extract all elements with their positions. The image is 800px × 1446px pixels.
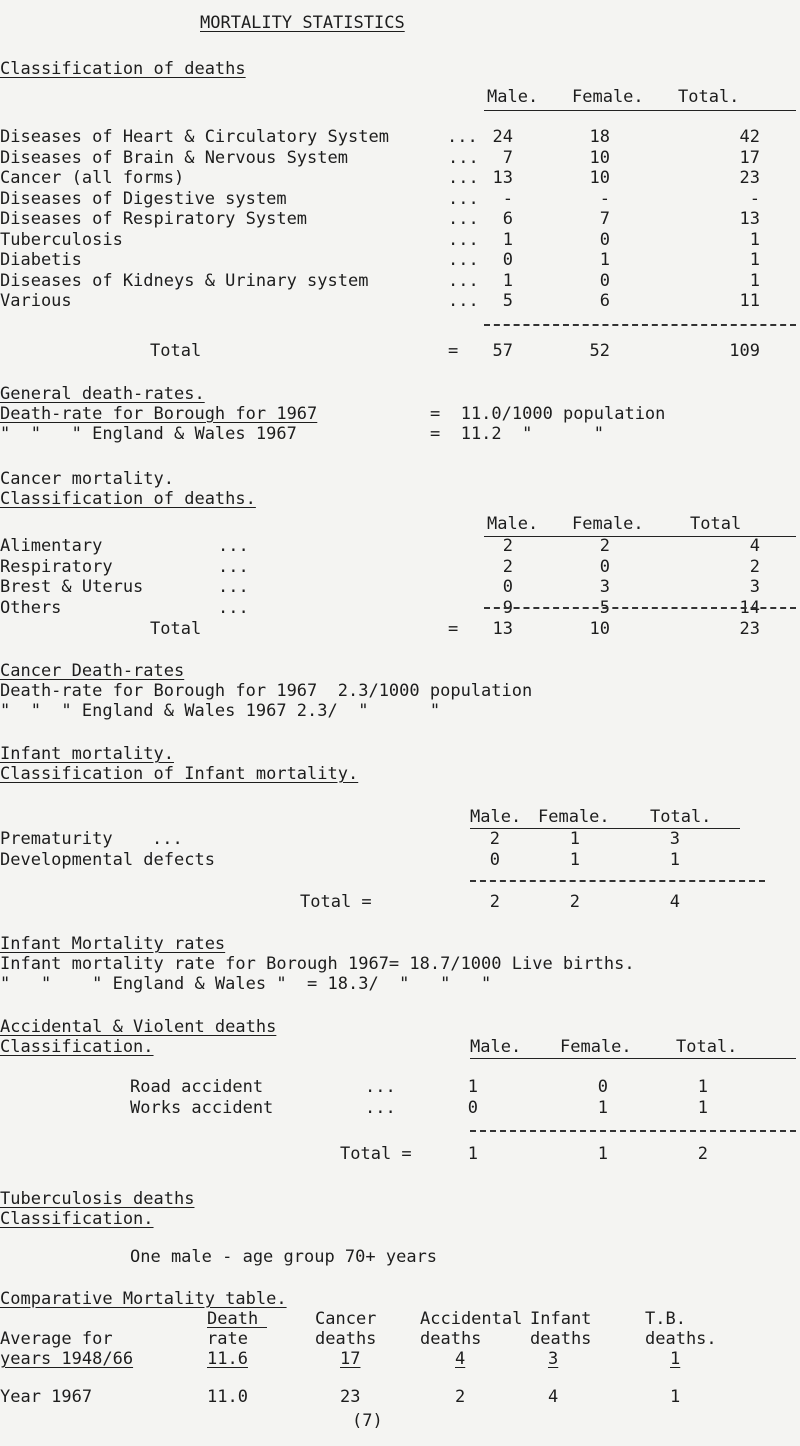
cancer-header-male: Male. — [487, 514, 539, 534]
infant-rates-heading: Infant Mortality rates — [0, 934, 226, 954]
row-dots: ... — [448, 230, 479, 250]
row-total: 17 — [739, 148, 760, 168]
comparative-col-subheader: deaths. — [645, 1329, 717, 1349]
row-total: 1 — [749, 250, 760, 270]
row-female: 1 — [599, 250, 610, 270]
infant-rate-borough: Infant mortality rate for Borough 1967= 18.7/1000 Live births. — [0, 954, 635, 974]
infant-header-female: Female. — [538, 807, 610, 827]
comparative-years-label: years 1948/66 — [0, 1349, 134, 1369]
comparative-col-header: Infant — [530, 1309, 592, 1329]
row-female: 10 — [589, 148, 610, 168]
row-male: 1 — [502, 271, 513, 291]
cancer-total-female: 10 — [589, 619, 610, 639]
cancer-row-total: 2 — [749, 557, 760, 577]
infant-row-female: 1 — [569, 829, 580, 849]
comparative-year-value: 11.0 — [207, 1387, 248, 1407]
comparative-year-value: 2 — [455, 1387, 466, 1407]
comparative-average-value: 11.6 — [207, 1349, 248, 1369]
cancer-row-male: 9 — [502, 598, 513, 618]
row-male: 1 — [502, 230, 513, 250]
comparative-average-value: 1 — [670, 1349, 681, 1369]
row-female: 10 — [589, 168, 610, 188]
infant-row-male: 0 — [489, 850, 500, 870]
row-male: 13 — [492, 168, 513, 188]
row-male: 5 — [502, 291, 513, 311]
comparative-average-value: 3 — [548, 1349, 559, 1369]
cancer-row-female: 0 — [599, 557, 610, 577]
cancer-rate-england: " " " England & Wales 1967 2.3/ " " — [0, 701, 441, 721]
infant-dash-rule — [470, 880, 765, 882]
cancer-row-dots: ... — [218, 577, 249, 597]
infant-total-label: Total = — [300, 892, 372, 912]
comparative-year-value: 1 — [670, 1387, 681, 1407]
cancer-total-label: Total — [150, 619, 202, 639]
accidental-total-label: Total = — [340, 1144, 412, 1164]
row-total: - — [749, 189, 760, 209]
accidental-row-dots: ... — [365, 1098, 396, 1118]
general-rates-heading: General death-rates. — [0, 384, 205, 404]
row-label: Diseases of Heart & Circulatory System — [0, 127, 389, 147]
cancer-row-label: Brest & Uterus — [0, 577, 144, 597]
infant-row-female: 1 — [569, 850, 580, 870]
row-female: 6 — [599, 291, 610, 311]
comparative-col-header: T.B. — [645, 1309, 686, 1329]
comparative-average-value: 4 — [455, 1349, 466, 1369]
cancer-row-label: Others — [0, 598, 62, 618]
cancer-total-total: 23 — [739, 619, 760, 639]
accidental-row-female: 1 — [597, 1098, 608, 1118]
cancer-header-female: Female. — [572, 514, 644, 534]
infant-total-female: 2 — [569, 892, 580, 912]
comparative-average-value: 17 — [340, 1349, 361, 1369]
row-dots: ... — [447, 127, 478, 147]
infant-row-total: 1 — [669, 850, 680, 870]
general-rate-england-label: " " " England & Wales 1967 — [0, 424, 297, 444]
cancer-total-male: 13 — [492, 619, 513, 639]
accidental-row-label: Works accident — [130, 1098, 274, 1118]
row-total: 13 — [739, 209, 760, 229]
row-dots: ... — [448, 189, 479, 209]
tb-note: One male - age group 70+ years — [130, 1247, 438, 1267]
row-dots: ... — [448, 209, 479, 229]
accidental-row-total: 1 — [697, 1098, 708, 1118]
row-label: Tuberculosis — [0, 230, 123, 250]
row-dots: ... — [448, 291, 479, 311]
comparative-year-value: 23 — [340, 1387, 361, 1407]
comparative-heading: Comparative Mortality table. — [0, 1289, 287, 1309]
row-dots: ... — [448, 250, 479, 270]
comparative-col-header: Cancer — [315, 1309, 377, 1329]
row-total: 1 — [749, 271, 760, 291]
row-label: Diseases of Kidneys & Urinary system — [0, 271, 369, 291]
page-number: (7) — [352, 1411, 383, 1431]
cancer-total-eq: = — [448, 619, 459, 639]
cancer-row-total: 14 — [739, 598, 760, 618]
row-label: Diseases of Respiratory System — [0, 209, 308, 229]
accidental-row-male: 0 — [467, 1098, 478, 1118]
general-rate-borough-value: = 11.0/1000 population — [430, 404, 666, 424]
cancer-row-female: 5 — [599, 598, 610, 618]
cancer-rate-borough: Death-rate for Borough for 1967 2.3/1000 population — [0, 681, 533, 701]
cancer-dash-rule — [484, 607, 796, 609]
row-label: Cancer (all forms) — [0, 168, 185, 188]
header-total: Total. — [678, 87, 740, 107]
accidental-row-dots: ... — [365, 1077, 396, 1097]
row-female: 18 — [589, 127, 610, 147]
row-male: 0 — [502, 250, 513, 270]
infant-total-male: 2 — [489, 892, 500, 912]
infant-row-dots: ... — [152, 829, 183, 849]
accidental-row-female: 0 — [597, 1077, 608, 1097]
header-rule — [484, 110, 796, 111]
infant-rate-england: " " " England & Wales " = 18.3/ " " " — [0, 974, 492, 994]
general-rate-borough-label: Death-rate for Borough for 1967 — [0, 404, 318, 424]
total-eq: = — [448, 341, 459, 361]
row-dots: ... — [448, 148, 479, 168]
row-male: 24 — [492, 127, 513, 147]
infant-total-total: 4 — [669, 892, 680, 912]
cancer-row-dots: ... — [218, 598, 249, 618]
header-male: Male. — [487, 87, 539, 107]
row-female: - — [599, 189, 610, 209]
row-label: Various — [0, 291, 72, 311]
comparative-col-subheader: deaths — [530, 1329, 592, 1349]
row-dots: ... — [448, 168, 479, 188]
accidental-row-label: Road accident — [130, 1077, 264, 1097]
row-label: Diseases of Digestive system — [0, 189, 287, 209]
row-male: 7 — [502, 148, 513, 168]
cancer-rates-heading: Cancer Death-rates — [0, 661, 185, 681]
infant-subheading: Classification of Infant mortality. — [0, 764, 359, 784]
cancer-row-label: Respiratory — [0, 557, 113, 577]
general-rate-england-value: = 11.2 " " — [430, 424, 604, 444]
accidental-total-male: 1 — [467, 1144, 478, 1164]
accidental-total-total: 2 — [697, 1144, 708, 1164]
total-female: 52 — [589, 341, 610, 361]
row-female: 0 — [599, 271, 610, 291]
row-total: 11 — [739, 291, 760, 311]
cancer-row-total: 3 — [749, 577, 760, 597]
cancer-row-female: 3 — [599, 577, 610, 597]
infant-row-total: 3 — [669, 829, 680, 849]
accidental-dash-rule — [470, 1130, 796, 1132]
total-dash-rule — [484, 324, 796, 326]
row-total: 1 — [749, 230, 760, 250]
accidental-header-rule — [470, 1058, 796, 1059]
accidental-header-male: Male. — [470, 1037, 522, 1057]
cancer-row-dots: ... — [218, 557, 249, 577]
accidental-row-total: 1 — [697, 1077, 708, 1097]
row-label: Diabetis — [0, 250, 82, 270]
cancer-row-male: 2 — [502, 536, 513, 556]
accidental-header-total: Total. — [676, 1037, 738, 1057]
tb-subheading: Classification. — [0, 1209, 154, 1229]
cancer-row-male: 2 — [502, 557, 513, 577]
row-male: 6 — [502, 209, 513, 229]
row-dots: ... — [448, 271, 479, 291]
cancer-row-total: 4 — [749, 536, 760, 556]
tb-heading: Tuberculosis deaths — [0, 1189, 195, 1209]
infant-row-male: 2 — [489, 829, 500, 849]
infant-row-label: Prematurity — [0, 829, 113, 849]
cancer-heading: Cancer mortality. — [0, 469, 174, 489]
comparative-year-value: 4 — [548, 1387, 559, 1407]
row-total: 42 — [739, 127, 760, 147]
comparative-average-label: Average for — [0, 1329, 113, 1349]
total-male: 57 — [492, 341, 513, 361]
infant-header-rule — [470, 828, 740, 829]
cancer-row-dots: ... — [218, 536, 249, 556]
infant-header-total: Total. — [650, 807, 712, 827]
row-male: - — [502, 189, 513, 209]
infant-header-male: Male. — [470, 807, 522, 827]
row-label: Diseases of Brain & Nervous System — [0, 148, 348, 168]
infant-heading: Infant mortality. — [0, 744, 174, 764]
accidental-total-female: 1 — [597, 1144, 608, 1164]
total-total: 109 — [729, 341, 760, 361]
row-total: 23 — [739, 168, 760, 188]
cancer-row-female: 2 — [599, 536, 610, 556]
cancer-header-total: Total — [690, 514, 742, 534]
accidental-heading: Accidental & Violent deaths — [0, 1017, 277, 1037]
row-female: 7 — [599, 209, 610, 229]
cancer-subheading: Classification of deaths. — [0, 489, 256, 509]
cancer-row-male: 0 — [502, 577, 513, 597]
total-label: Total — [150, 341, 202, 361]
classification-heading: Classification of deaths — [0, 59, 246, 79]
comparative-col-header: Death — [207, 1309, 259, 1329]
row-female: 0 — [599, 230, 610, 250]
comparative-col-subheader: rate — [207, 1329, 248, 1349]
comparative-col-header: Accidental — [420, 1309, 523, 1329]
accidental-subheading: Classification. — [0, 1037, 154, 1057]
comparative-year-label: Year 1967 — [0, 1387, 93, 1407]
comparative-col-subheader: deaths — [315, 1329, 377, 1349]
comparative-col-subheader: deaths — [420, 1329, 482, 1349]
cancer-row-label: Alimentary — [0, 536, 103, 556]
accidental-row-male: 1 — [467, 1077, 478, 1097]
accidental-header-female: Female. — [560, 1037, 632, 1057]
header-female: Female. — [572, 87, 644, 107]
page-title: MORTALITY STATISTICS — [200, 13, 405, 33]
infant-row-label: Developmental defects — [0, 850, 215, 870]
